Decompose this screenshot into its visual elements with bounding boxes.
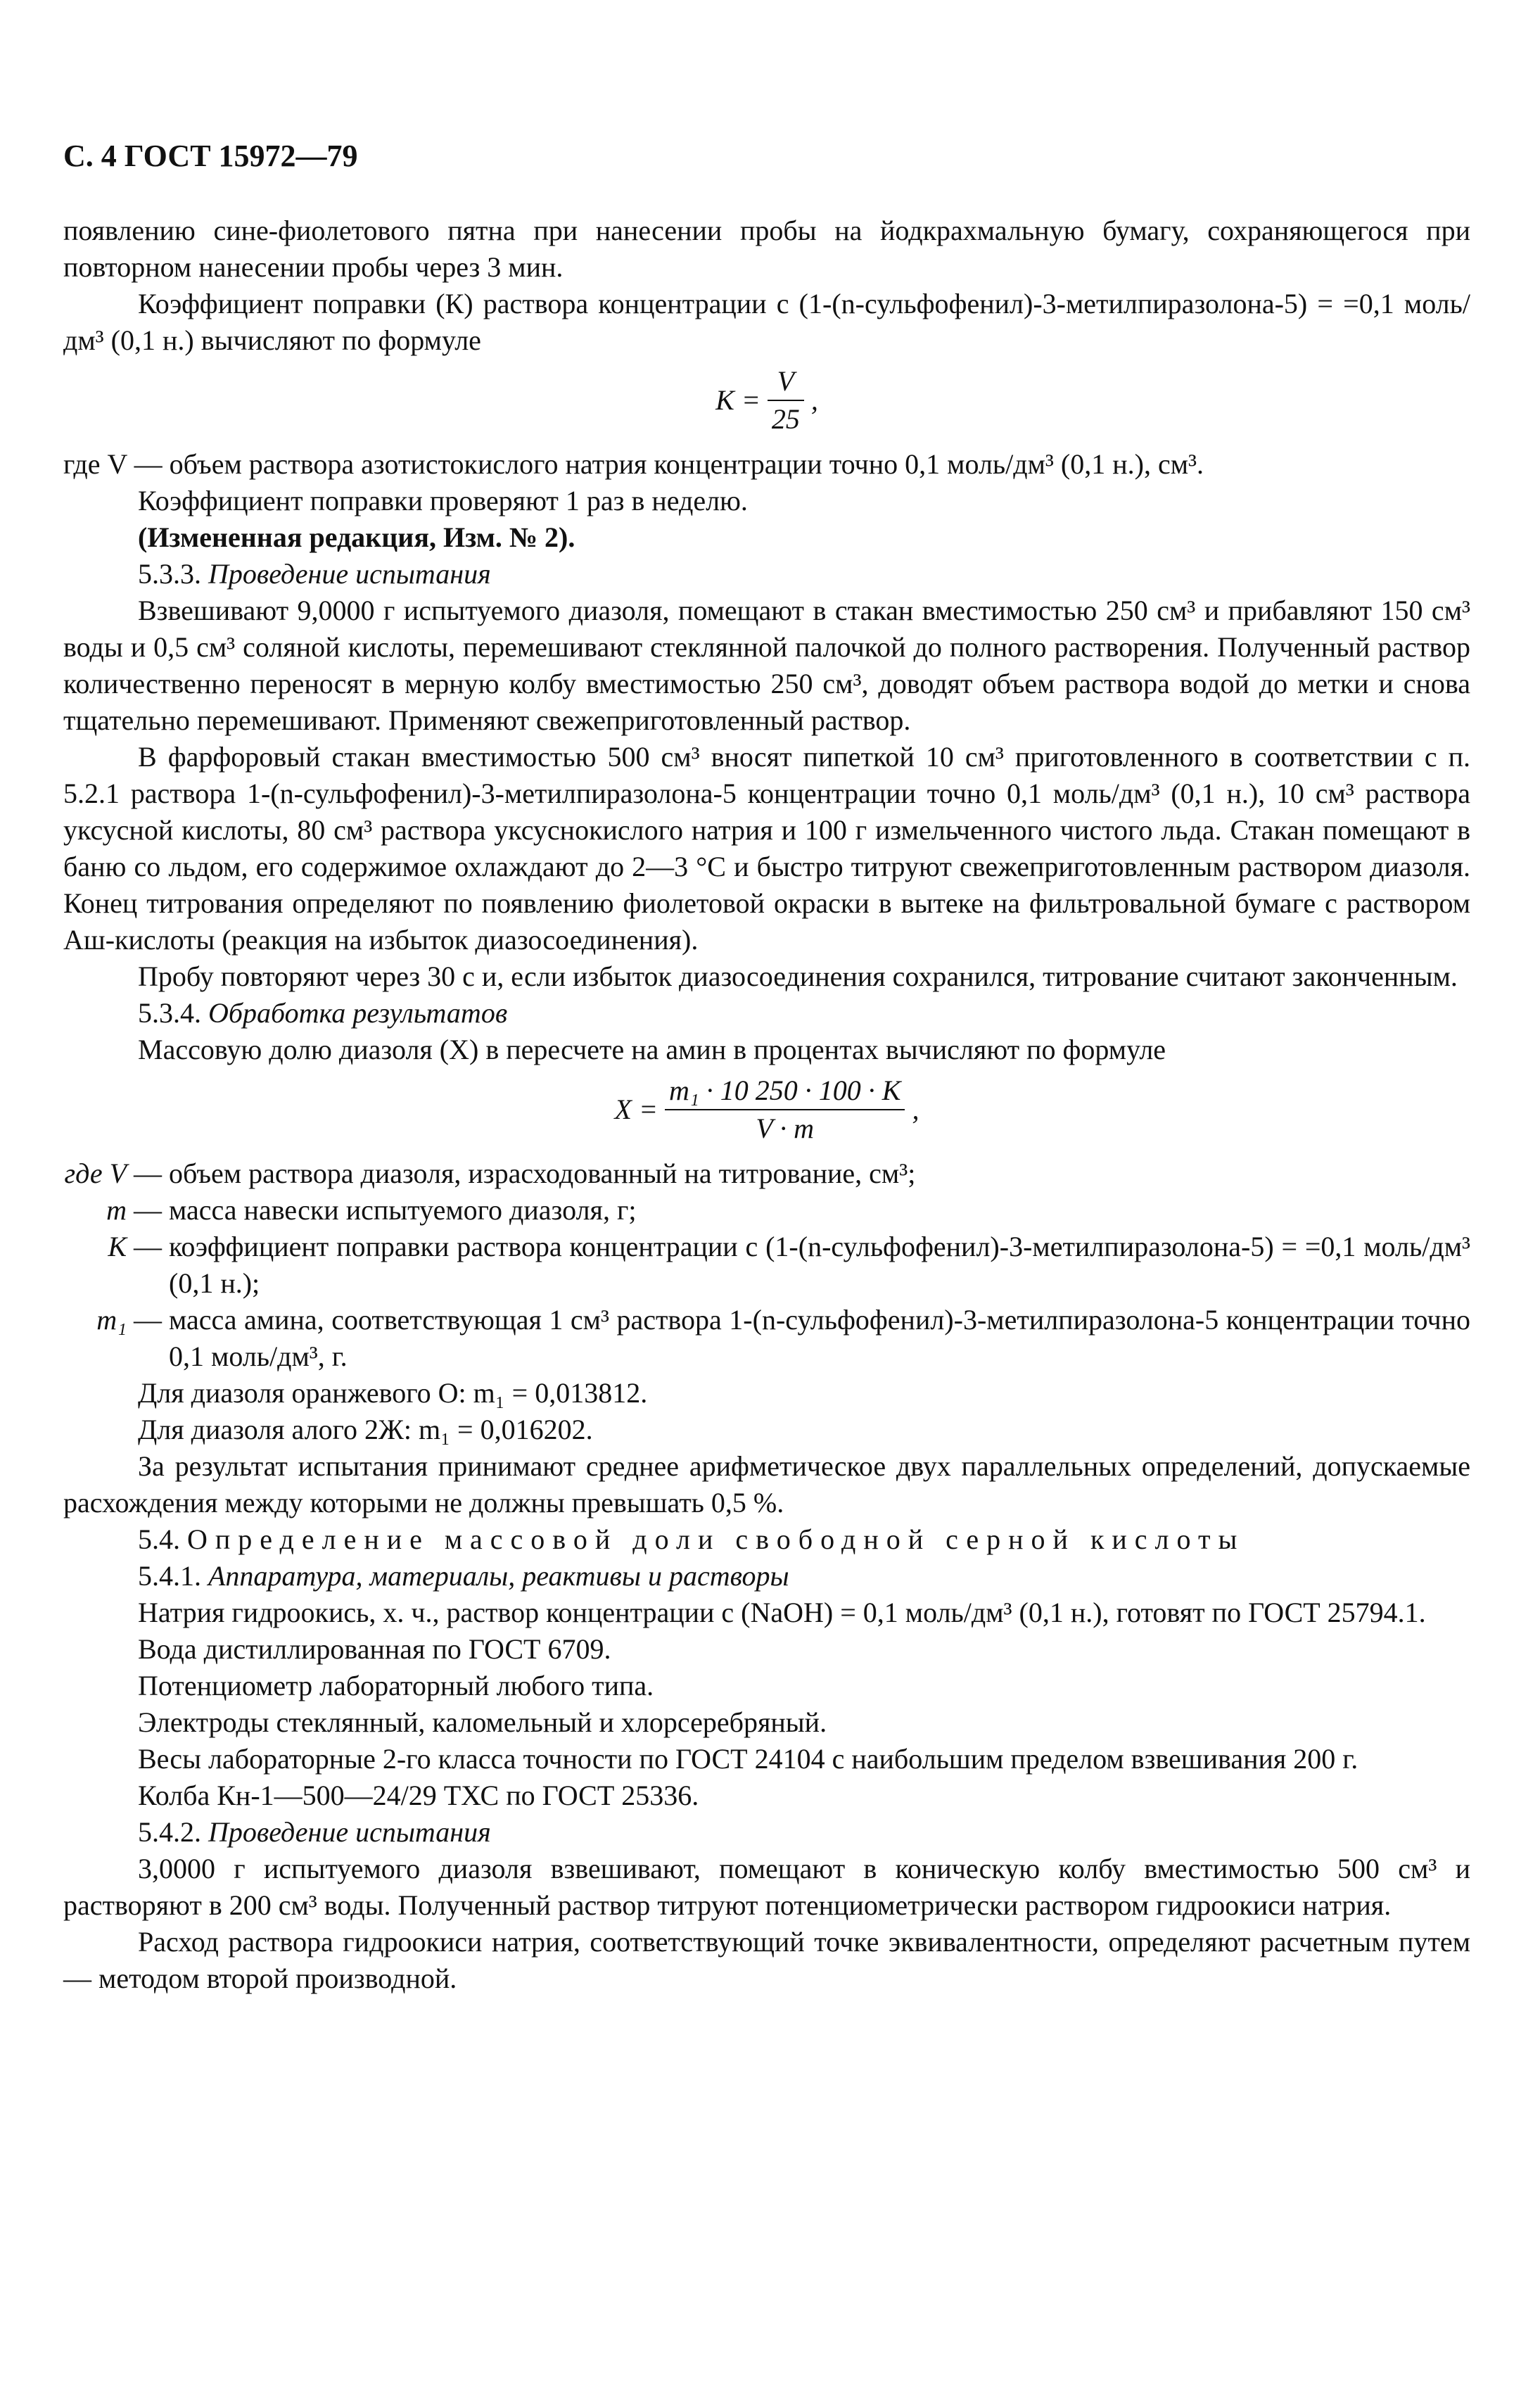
legend-text: коэффициент поправки раствора концентрации с (1-(n-сульфофенил)-3-метилпиразолона-5) = =0,1 моль/дм³ (0,1 н.); — [169, 1231, 1470, 1299]
formula-denominator: V · m — [756, 1112, 815, 1144]
formula-tail: , — [912, 1093, 919, 1125]
section-title: Проведение испытания — [208, 558, 491, 590]
paragraph: 3,0000 г испытуемого диазоля взвешивают, помещают в коническую колбу вместимостью 500 см³ и растворяют в 200 см³ воды. Полученный раствор титруют потенциометрически раствором гидроокиси натрия. — [63, 1853, 1470, 1921]
legend-text: масса амина, соответствующая 1 см³ раствора 1-(n-сульфофенил)-3-метилпиразолона-5 концентрации точно 0,1 моль/дм³, г. — [169, 1304, 1470, 1372]
formula-denominator: 25 — [771, 403, 800, 435]
section-title: Проведение испытания — [208, 1816, 491, 1848]
legend-symbol: m₁ — [96, 1304, 127, 1336]
legend-text: масса навески испытуемого диазоля, г; — [169, 1194, 637, 1226]
legend-dash: — — [134, 1158, 162, 1189]
paragraph: где V — объем раствора азотистокислого натрия концентрации точно 0,1 моль/дм³ (0,1 н.), см³. — [63, 448, 1204, 480]
paragraph: появлению сине-фиолетового пятна при нанесении пробы на йодкрахмальную бумагу, сохраняющегося при повторном нанесении пробы через 3 мин. — [63, 215, 1470, 283]
section-heading-5-4-2 — [63, 1814, 1470, 1851]
legend-symbol: где V — [64, 1158, 127, 1189]
document-body — [63, 213, 1470, 1997]
formula-numerator: V — [768, 363, 804, 401]
legend-dash: — — [134, 1194, 162, 1226]
paragraph: Электроды стеклянный, каломельный и хлорсеребряный. — [138, 1706, 827, 1738]
paragraph: За результат испытания принимают среднее арифметическое двух параллельных определений, допускаемые расхождения между которыми не должны превышать 0,5 %. — [63, 1450, 1470, 1518]
paragraph: Натрия гидроокись, х. ч., раствор концентрации с (NaOH) = 0,1 моль/дм³ (0,1 н.), готовят по ГОСТ 25794.1. — [138, 1597, 1426, 1628]
paragraph: Колба Кн-1—500—24/29 ТХС по ГОСТ 25336. — [138, 1780, 699, 1811]
section-title: Обработка результатов — [208, 997, 508, 1029]
section-heading-5-3-3 — [63, 556, 1470, 592]
section-title: Аппаратура, материалы, реактивы и растворы — [208, 1560, 789, 1592]
section-number: 5.3.4. — [138, 997, 201, 1029]
formula-lhs: K = — [715, 384, 761, 416]
paragraph: Взвешивают 9,0000 г испытуемого диазоля, помещают в стакан вместимостью 250 см³ и прибавляют 150 см³ воды и 0,5 см³ соляной кислоты, перемешивают стеклянной палочкой до полного растворения. Полученный раствор количественно переносят в мерную колбу вместимостью 250 см³, доводят объем раствора водой до метки и снова тщательно перемешивают. Применяют свежеприготовленный раствор. — [63, 595, 1470, 736]
section-number: 5.3.3. — [138, 558, 201, 590]
paragraph: Пробу повторяют через 30 с и, если избыток диазосоединения сохранился, титрование считают законченным. — [138, 960, 1458, 992]
formula-x — [63, 1072, 1470, 1150]
legend-symbol: m — [106, 1194, 127, 1226]
page-header: С. 4 ГОСТ 15972—79 — [63, 139, 358, 173]
legend-dash: — — [134, 1231, 162, 1262]
formula-tail: , — [810, 384, 818, 416]
formula-fraction — [768, 363, 804, 438]
formula-k — [63, 363, 1470, 440]
paragraph: Коэффициент поправки проверяют 1 раз в неделю. — [138, 485, 748, 516]
section-heading-5-4-1 — [63, 1558, 1470, 1594]
legend-symbol: K — [108, 1231, 127, 1262]
amendment-note: (Измененная редакция, Изм. № 2). — [138, 521, 575, 553]
legend-text: объем раствора диазоля, израсходованный на титрование, см³; — [169, 1158, 916, 1189]
section-number: 5.4.2. — [138, 1816, 201, 1848]
section-heading-5-3-4 — [63, 995, 1470, 1032]
section-title: Определение массовой доли свободной серной кислоты — [187, 1523, 1245, 1555]
paragraph: Вода дистиллированная по ГОСТ 6709. — [138, 1633, 611, 1665]
paragraph: Для диазоля оранжевого О: m₁ = 0,013812. — [138, 1377, 648, 1409]
paragraph: Весы лабораторные 2-го класса точности по ГОСТ 24104 с наибольшим пределом взвешивания 200 г. — [138, 1743, 1358, 1775]
formula-lhs: X = — [614, 1093, 658, 1125]
paragraph: Расход раствора гидроокиси натрия, соответствующий точке эквивалентности, определяют расчетным путем — методом второй производной. — [63, 1926, 1470, 1994]
formula-numerator: m₁ · 10 250 · 100 · K — [665, 1072, 905, 1110]
legend-dash: — — [134, 1304, 162, 1336]
section-number: 5.4.1. — [138, 1560, 201, 1592]
formula-legend — [63, 1155, 1470, 1375]
paragraph: Потенциометр лабораторный любого типа. — [138, 1670, 654, 1701]
section-heading-5-4 — [63, 1521, 1470, 1558]
section-number: 5.4. — [138, 1523, 180, 1555]
paragraph: В фарфоровый стакан вместимостью 500 см³ вносят пипеткой 10 см³ приготовленного в соответствии с п. 5.2.1 раствора 1-(n-сульфофенил)-3-метилпиразолона-5 концентрации точно 0,1 моль/дм³ (0,1 н.), 10 см³ раствора уксусной кислоты, 80 см³ раствора уксуснокислого натрия и 100 г измельченного чистого льда. Стакан помещают в баню со льдом, его содержимое охлаждают до 2—3 °С и быстро титруют свежеприготовленным раствором диазоля. Конец титрования определяют по появлению фиолетовой окраски в вытеке на фильтровальной бумаге с раствором Аш-кислоты (реакция на избыток диазосоединения). — [63, 741, 1470, 956]
formula-fraction — [665, 1072, 905, 1147]
paragraph: Для диазоля алого 2Ж: m₁ = 0,016202. — [138, 1414, 593, 1445]
paragraph: Коэффициент поправки (К) раствора концентрации с (1-(n-сульфофенил)-3-метилпиразолона-5) = =0,1 моль/дм³ (0,1 н.) вычисляют по формуле — [63, 288, 1470, 356]
paragraph: Массовую долю диазоля (X) в пересчете на амин в процентах вычисляют по формуле — [138, 1034, 1166, 1065]
